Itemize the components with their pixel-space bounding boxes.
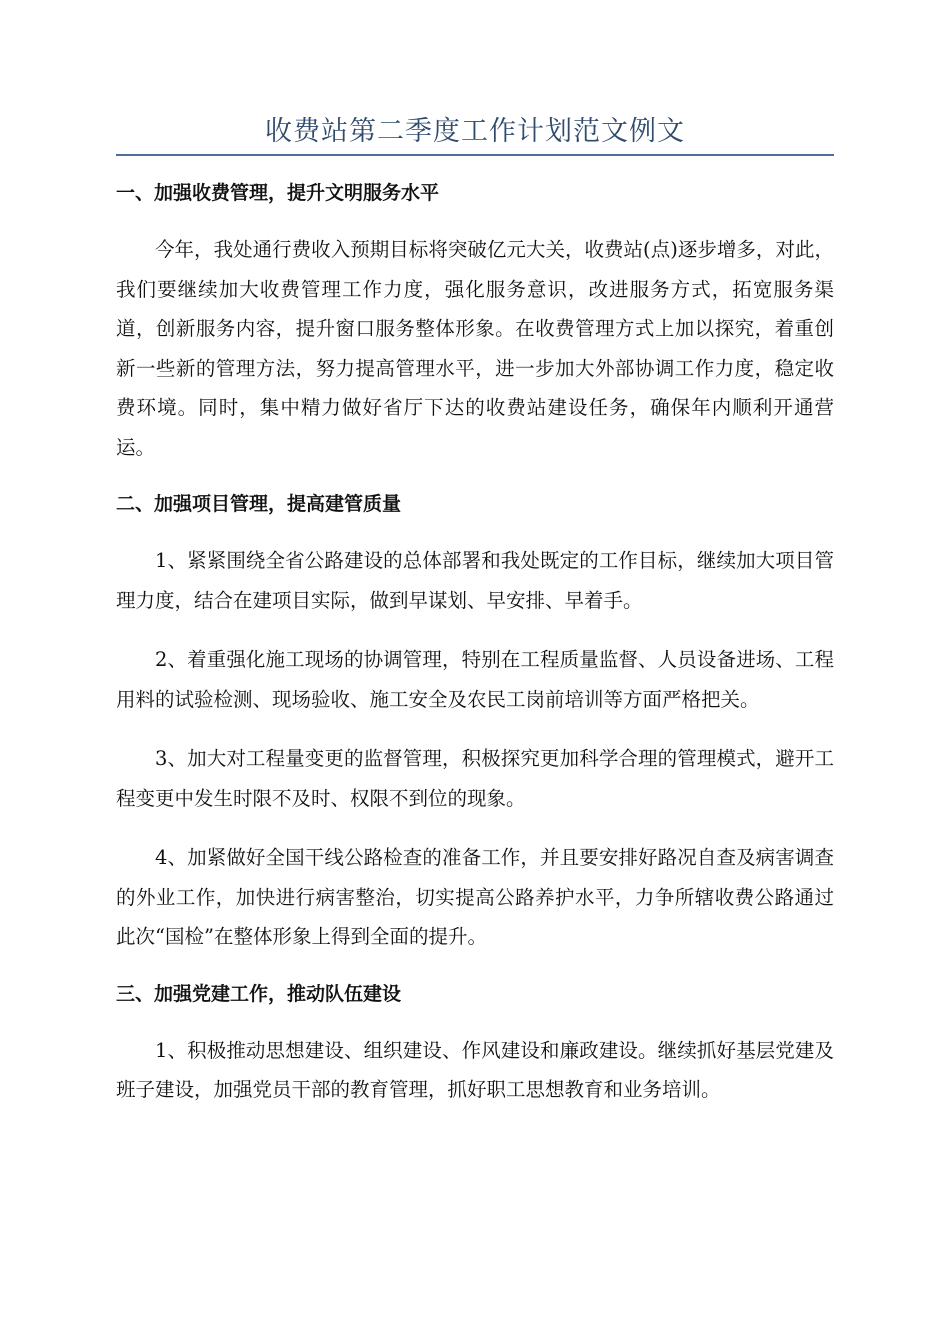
- section-2-paragraph-4: 4、加紧做好全国干线公路检查的准备工作，并且要安排好路况自查及病害调查的外业工作，加快进行病害整治，切实提高公路养护水平，力争所辖收费公路通过此次“国检”在整体形象上得到全面的提升。: [116, 846, 834, 948]
- document-title: 收费站第二季度工作计划范文例文: [265, 116, 685, 147]
- section-2-heading: 二、加强项目管理，提高建管质量: [116, 493, 402, 515]
- section-1-heading: 一、加强收费管理，提升文明服务水平: [116, 182, 440, 204]
- section-1-paragraph-1: 今年，我处通行费收入预期目标将突破亿元大关，收费站(点)逐步增多，对此，我们要继续加大收费管理工作力度，强化服务意识，改进服务方式，拓宽服务渠道，创新服务内容，提升窗口服务整体形象。在收费管理方式上加以探究，着重创新一些新的管理方法，努力提高管理水平，进一步加大外部协调工作力度，稳定收费环境。同时，集中精力做好省厅下达的收费站建设任务，确保年内顺利开通营运。: [116, 238, 834, 459]
- section-3-heading: 三、加强党建工作，推动队伍建设: [116, 982, 402, 1005]
- section-2-paragraph-1: 1、紧紧围绕全省公路建设的总体部署和我处既定的工作目标，继续加大项目管理力度，结合在建项目实际，做到早谋划、早安排、早着手。: [116, 549, 834, 612]
- section-2-paragraph-3: 3、加大对工程量变更的监督管理，积极探究更加科学合理的管理模式，避开工程变更中发生时限不及时、权限不到位的现象。: [116, 747, 834, 810]
- section-3-paragraph-1: 1、积极推动思想建设、组织建设、作风建设和廉政建设。继续抓好基层党建及班子建设，加强党员干部的教育管理，抓好职工思想教育和业务培训。: [116, 1038, 834, 1101]
- section-2-paragraph-2: 2、着重强化施工现场的协调管理，特别在工程质量监督、人员设备进场、工程用料的试验检测、现场验收、施工安全及农民工岗前培训等方面严格把关。: [116, 648, 834, 711]
- title-underline: [116, 154, 834, 156]
- document-body: [116, 178, 834, 1130]
